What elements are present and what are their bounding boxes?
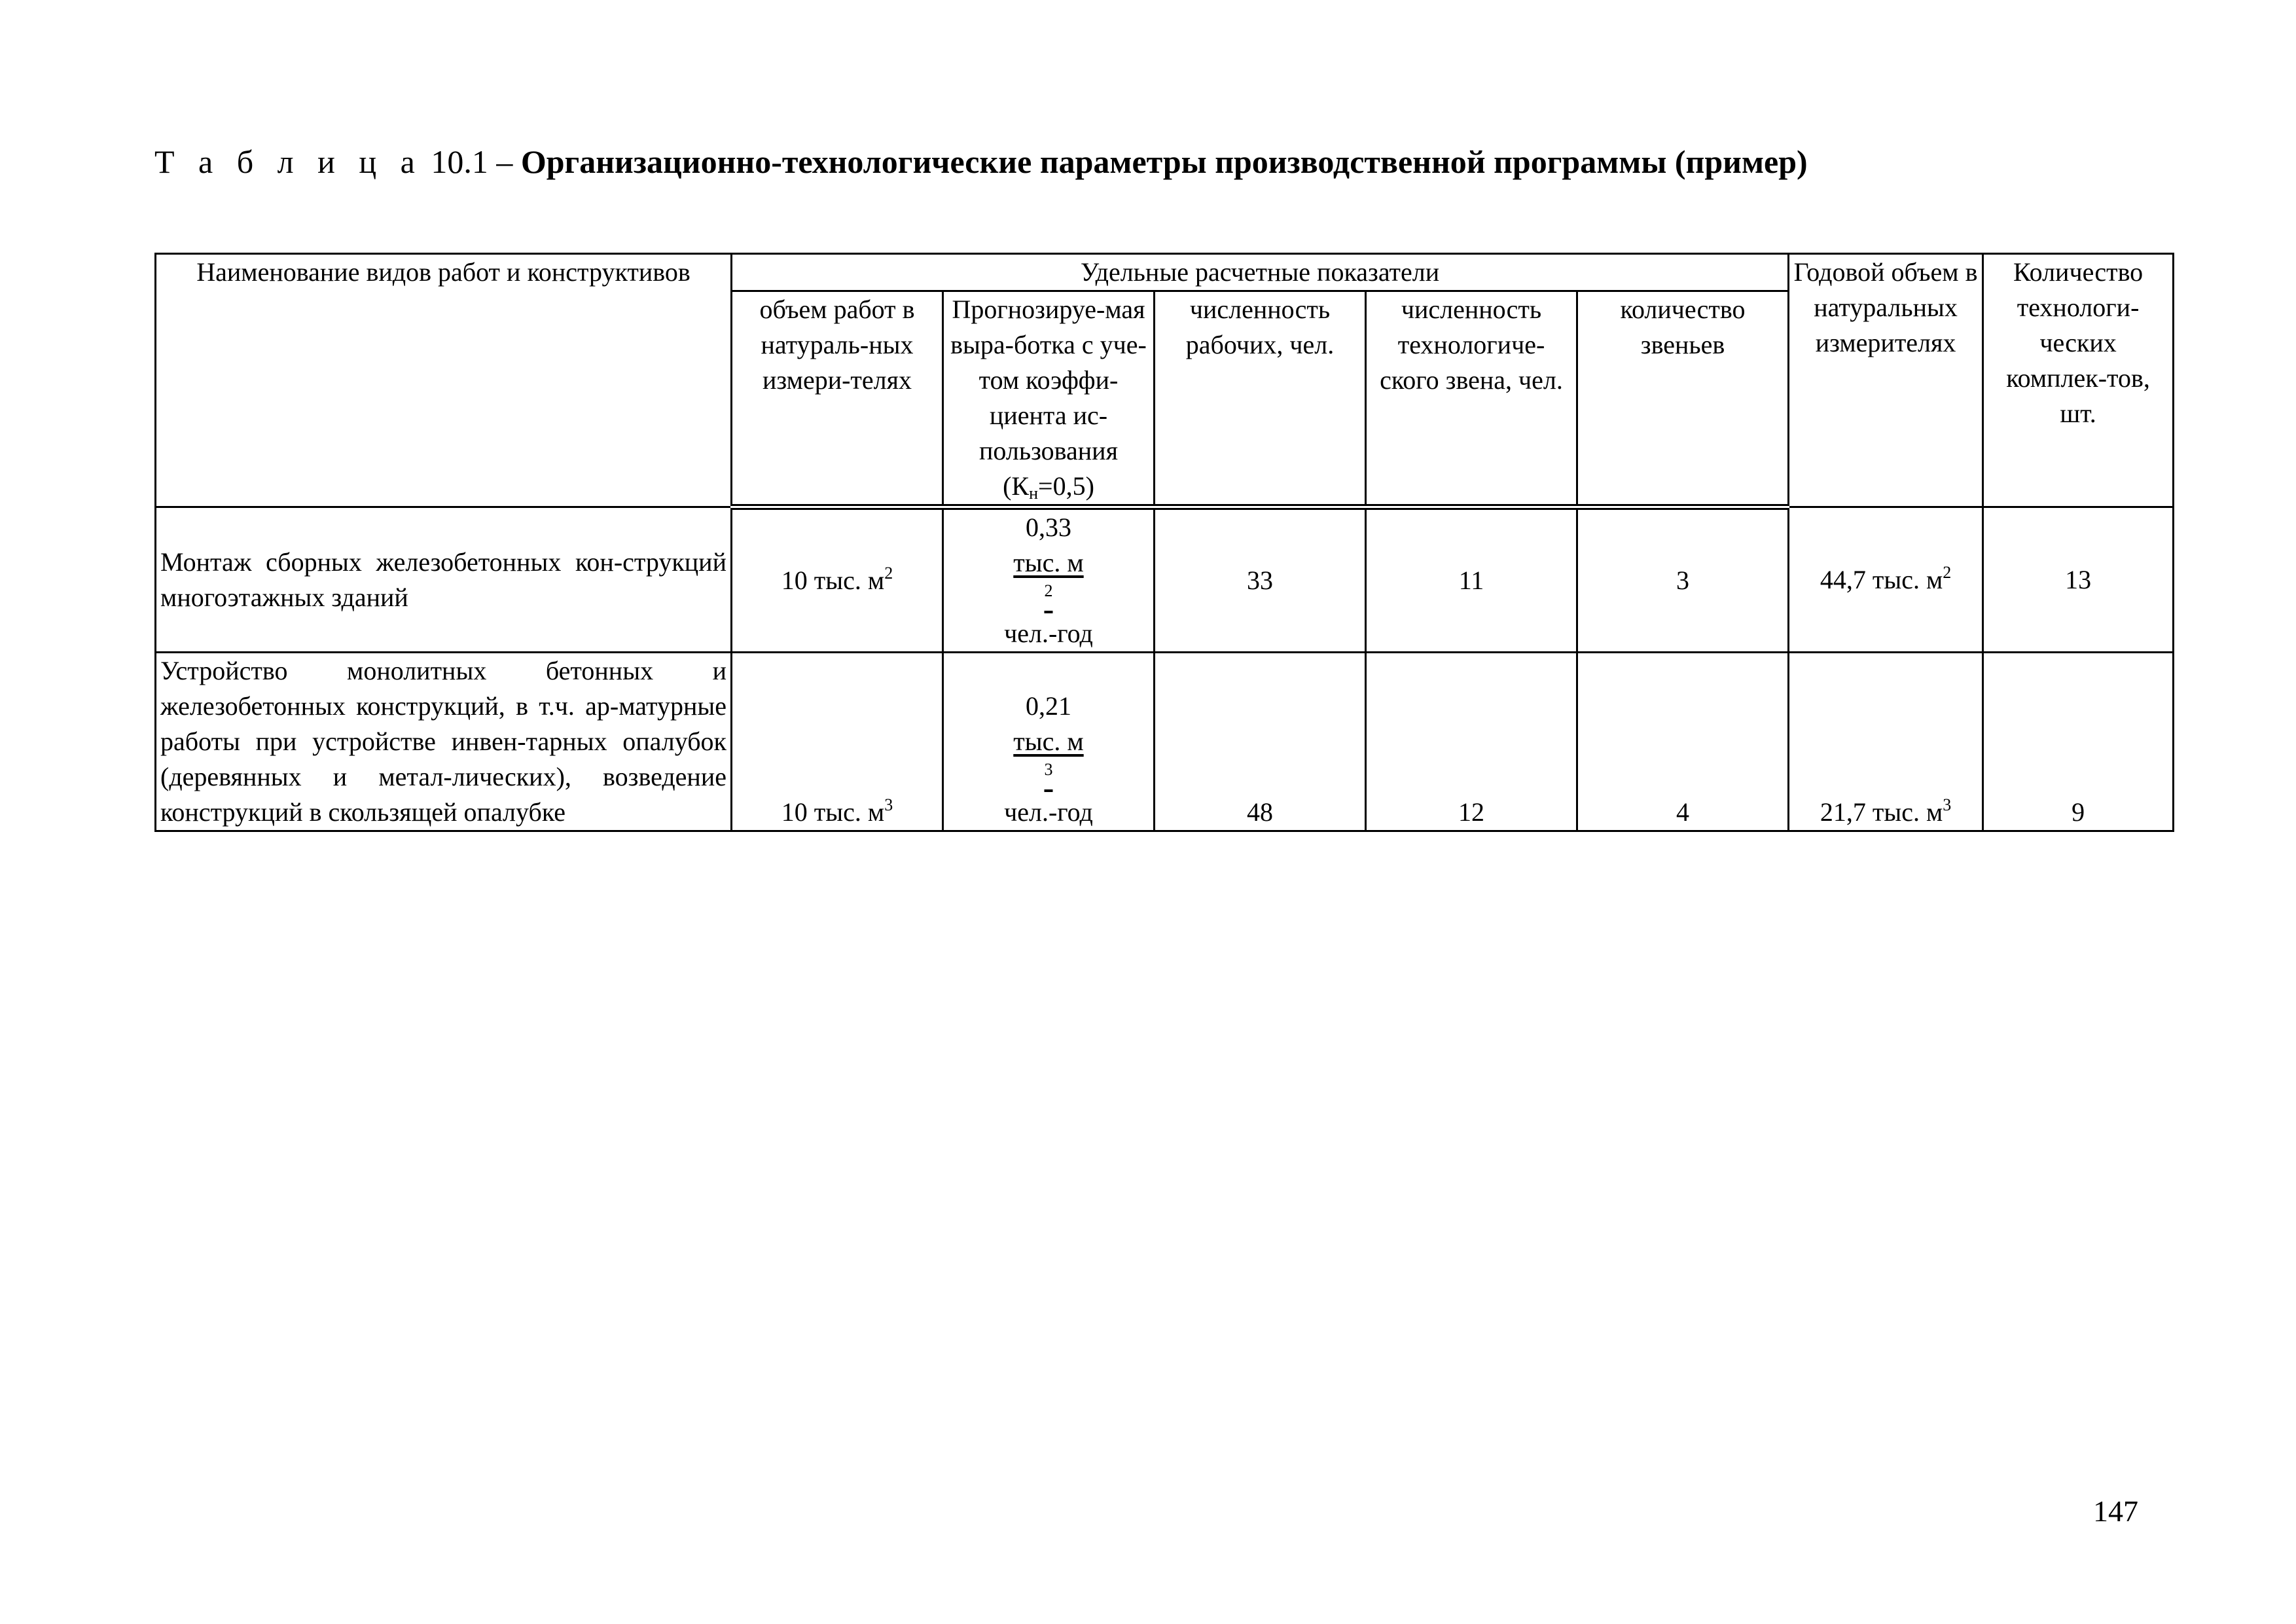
work-name-cell: Монтаж сборных железобетонных кон-струкций многоэтажных зданий: [156, 507, 732, 653]
header-unit-indicators: Удельные расчетные показатели: [732, 254, 1789, 291]
output-cell: [943, 653, 1155, 831]
caption-title: Организационно-технологические параметры производственной программы (пример): [520, 143, 1808, 180]
annual-volume-cell: 21,7 тыс. $м^3$: [1789, 653, 1983, 831]
table-caption: [154, 143, 1808, 181]
header-team-size: численность технологиче-ского звена, чел.: [1366, 291, 1577, 507]
output-fraction: [1004, 510, 1093, 651]
page-number: 147: [2093, 1494, 2138, 1528]
output-numerator: тыс. м $^3$: [1013, 727, 1084, 779]
team-size-cell: 12: [1366, 653, 1577, 831]
complexes-cell: 13: [1983, 507, 2174, 653]
header-forecast-output-text: Прогнозируе-мая выра-ботка с уче-том коэффи-циента ис-пользования: [950, 295, 1147, 465]
work-name-cell: Устройство монолитных бетонных и железобетонных конструкций, в т.ч. ар-матурные работы при устройстве инвен-тарных опалубок (деревянных и метал-лических), возведение конструкций в скользящей опалубке: [156, 653, 732, 831]
annual-volume-cell: 44,7 тыс. $м^2$: [1789, 507, 1983, 653]
output-value: 0,21: [1025, 691, 1071, 721]
volume-cell: 10 тыс. $м^2$: [732, 507, 943, 653]
teams-cell: 3: [1577, 507, 1789, 653]
parameters-table: [154, 253, 2174, 832]
header-forecast-output: [943, 291, 1155, 507]
table-row: [156, 653, 2174, 831]
header-work-name: Наименование видов работ и конструктивов: [156, 254, 732, 507]
header-annual-volume: Годовой объем в натуральных измерителях: [1789, 254, 1983, 507]
header-workers-count: численность рабочих, чел.: [1155, 291, 1366, 507]
output-value: 0,33: [1025, 513, 1071, 542]
caption-label: Т а б л и ц а: [154, 143, 423, 180]
workers-cell: 33: [1155, 507, 1366, 653]
output-numerator: тыс. м $^2$: [1013, 548, 1084, 600]
header-work-volume: объем работ в натураль-ных измери-телях: [732, 291, 943, 507]
output-denominator: чел.-год: [1004, 797, 1093, 827]
teams-cell: 4: [1577, 653, 1789, 831]
volume-cell: 10 тыс. $м^3$: [732, 653, 943, 831]
output-fraction: [1004, 689, 1093, 830]
complexes-cell: 9: [1983, 653, 2174, 831]
header-teams-count: количество звеньев: [1577, 291, 1789, 507]
caption-number: 10.1 –: [431, 143, 513, 180]
header-complexes-count: Количество технологи-ческих комплек-тов, шт.: [1983, 254, 2174, 507]
output-denominator: чел.-год: [1004, 619, 1093, 648]
table-row: [156, 507, 2174, 653]
header-coefficient: $(К_н=0,5)$: [1003, 471, 1094, 503]
workers-cell: 48: [1155, 653, 1366, 831]
team-size-cell: 11: [1366, 507, 1577, 653]
header-row-1: [156, 254, 2174, 291]
output-cell: [943, 507, 1155, 653]
